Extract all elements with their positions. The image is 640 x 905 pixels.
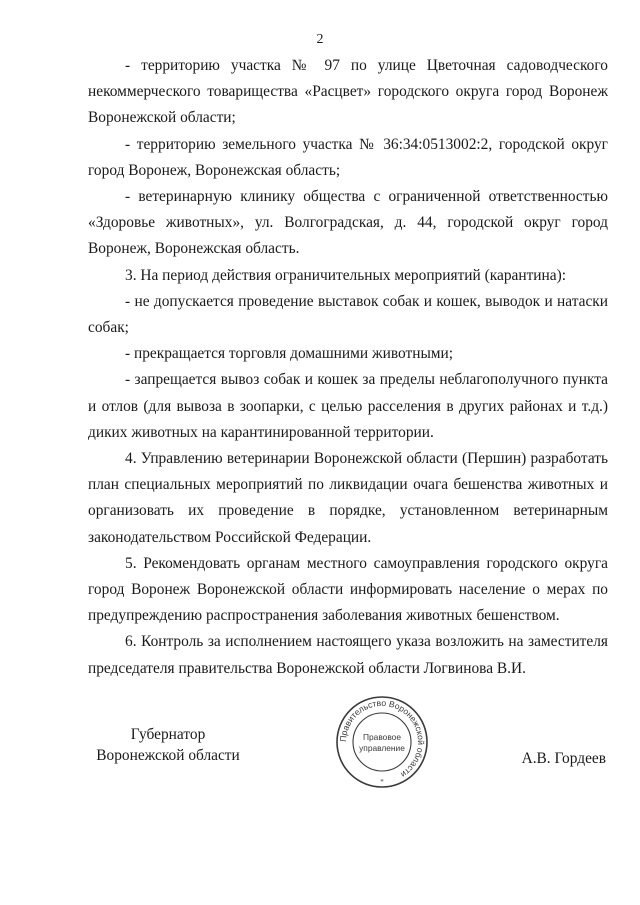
stamp-outer-ring (337, 697, 427, 787)
paragraph-plot-97: - территорию участка № 97 по улице Цветочная садоводческого некоммерческого товарищества «Расцвет» городского округа город Воронеж Воронежской области; (88, 57, 608, 127)
signatory-name: А.В. Гордеев (521, 750, 606, 767)
signatory-title-line2: Воронежской области (96, 747, 240, 764)
signatory-title-line1: Губернатор (130, 726, 206, 743)
official-stamp (334, 694, 430, 790)
stamp-star-icon: * (380, 778, 384, 786)
stamp-ring-text: Правительство Воронежской области (337, 697, 427, 780)
page-number: 2 (316, 32, 324, 47)
paragraph-item-6: 6. Контроль за исполнением настоящего указа возложить на заместителя председателя правительства Воронежской области Логвинова В.И. (88, 633, 608, 677)
signatory-title (88, 724, 248, 766)
paragraph-vet-clinic: - ветеринарную клинику общества с ограниченной ответственностью «Здоровье животных», ул. Волгоградская, д. 44, городской округ город Воронеж, Воронежская область. (88, 188, 608, 258)
paragraph-item-4: 4. Управлению ветеринарии Воронежской области (Першин) разработать план специальных мероприятий по ликвидации очага бешенства животных и организовать их проведение в порядке, установленном ветеринарным законодательством Российской Федерации. (88, 450, 608, 546)
paragraph-export-banned: - запрещается вывоз собак и кошек за пределы неблагополучного пункта и отлов (для вывоза в зоопарки, с целью расселения в других районах и т.д.) диких животных на карантинированной территории. (88, 371, 608, 441)
paragraph-item-5: 5. Рекомендовать органам местного самоуправления городского округа город Воронеж Воронежской области информировать население о мерах по предупреждению распространения заболевания животных бешенством. (88, 554, 608, 625)
paragraph-trade-stopped: - прекращается торговля домашними животными; (125, 345, 454, 363)
stamp-inner-ring (353, 713, 411, 771)
stamp-center-line2: управление (359, 743, 405, 753)
stamp-center-line1: Правовое (362, 732, 402, 742)
document-body (88, 53, 608, 682)
paragraph-land-plot: - территорию земельного участка № 36:34:0513002:2, городской округ город Воронеж, Воронежская область; (88, 135, 608, 179)
paragraph-no-exhibitions: - не допускается проведение выставок собак и кошек, выводок и натаски собак; (88, 292, 608, 337)
signature-block (0, 724, 640, 804)
paragraph-item-3: 3. На период действия ограничительных мероприятий (карантина): (125, 266, 567, 284)
